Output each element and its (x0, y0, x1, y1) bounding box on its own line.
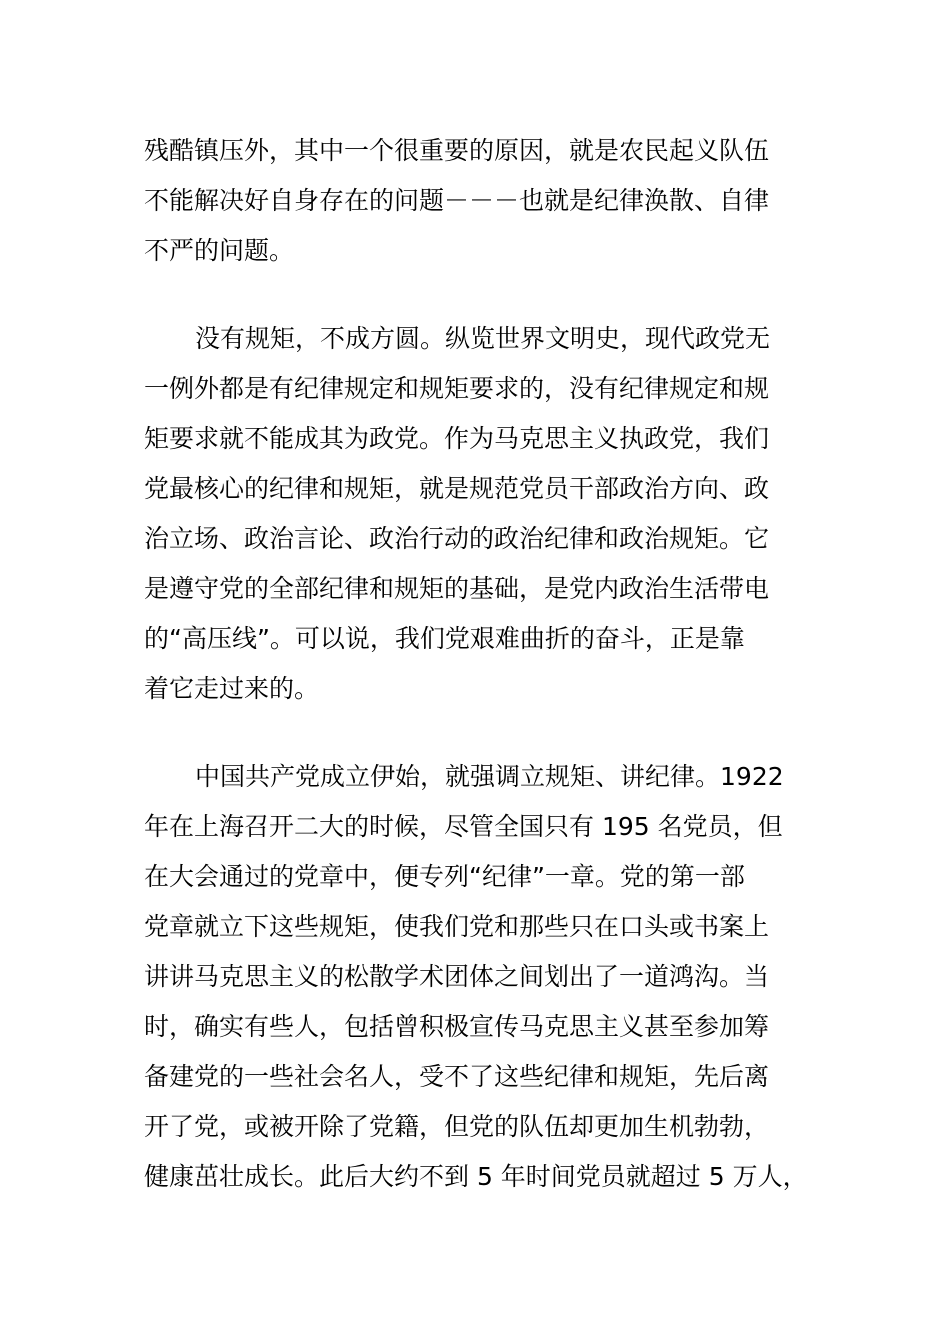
text-line: 时，确实有些人，包括曾积极宣传马克思主义甚至参加筹 (144, 1012, 770, 1041)
text-line: 党章就立下这些规矩，使我们党和那些只在口头或书案上 (144, 912, 770, 941)
text-line: 不能解决好自身存在的问题－－－也就是纪律涣散、自律 (144, 186, 770, 215)
text-line: 一例外都是有纪律规定和规矩要求的，没有纪律规定和规 (144, 374, 770, 403)
text-line: 着它走过来的。 (144, 674, 320, 703)
paragraph-spacer (144, 276, 809, 314)
text-line: 没有规矩，不成方圆。纵览世界文明史，现代政党无 (195, 324, 771, 353)
text-line: 残酷镇压外，其中一个很重要的原因，就是农民起义队伍 (144, 136, 770, 165)
text-line: 在大会通过的党章中，便专列“纪律”一章。党的第一部 (144, 862, 745, 891)
paragraph-1 (144, 126, 809, 276)
text-line: 是遵守党的全部纪律和规矩的基础，是党内政治生活带电 (144, 574, 770, 603)
text-line: 年在上海召开二大的时候，尽管全国只有 195 名党员，但 (144, 812, 783, 841)
text-line: 治立场、政治言论、政治行动的政治纪律和政治规矩。它 (144, 524, 770, 553)
paragraph-2 (144, 314, 809, 714)
text-line: 中国共产党成立伊始，就强调立规矩、讲纪律。1922 (195, 762, 784, 791)
text-line: 备建党的一些社会名人，受不了这些纪律和规矩，先后离 (144, 1062, 770, 1091)
text-line: 健康茁壮成长。此后大约不到 5 年时间党员就超过 5 万人， (144, 1162, 808, 1191)
text-line: 不严的问题。 (144, 236, 295, 265)
body-text (144, 126, 809, 1202)
text-line: 矩要求就不能成其为政党。作为马克思主义执政党，我们 (144, 424, 770, 453)
text-line: 党最核心的纪律和规矩，就是规范党员干部政治方向、政 (144, 474, 770, 503)
paragraph-3 (144, 752, 809, 1202)
text-line: 的“高压线”。可以说，我们党艰难曲折的奋斗，正是靠 (144, 624, 745, 653)
text-line: 讲讲马克思主义的松散学术团体之间划出了一道鸿沟。当 (144, 962, 770, 991)
text-line: 开了党，或被开除了党籍，但党的队伍却更加生机勃勃， (144, 1112, 770, 1141)
paragraph-spacer (144, 714, 809, 752)
